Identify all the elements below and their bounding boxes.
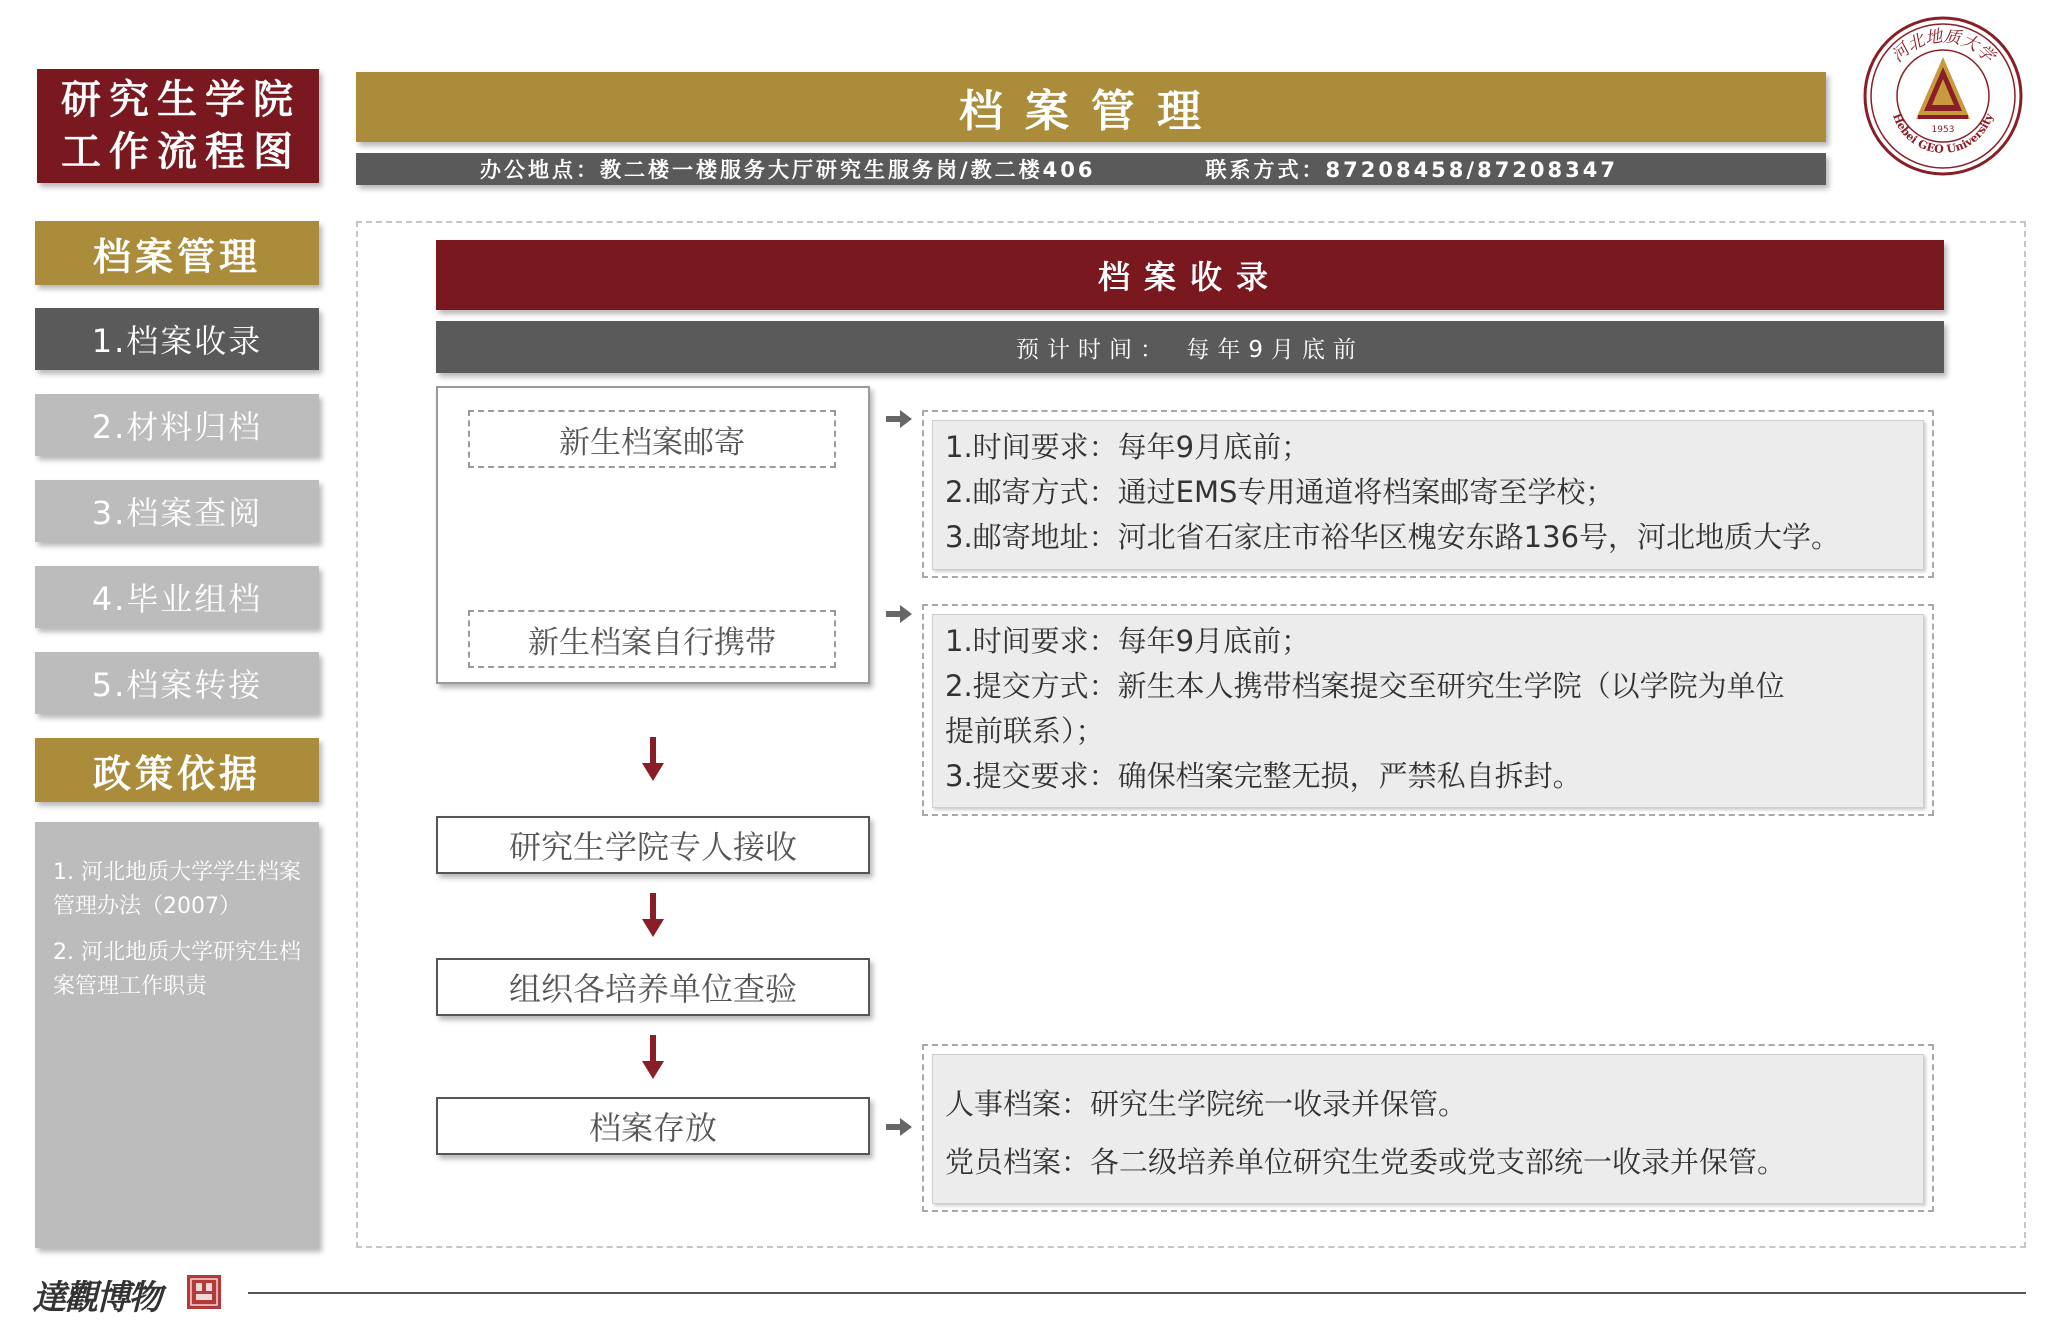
down-arrow-icon xyxy=(642,1035,664,1079)
footer-divider xyxy=(248,1292,2026,1294)
contact-phone: 联系方式：87208458/87208347 xyxy=(1205,158,1618,182)
sidebar-item-graduation-archive[interactable]: 4.毕业组档 xyxy=(35,566,319,628)
policy-item: 1. 河北地质大学学生档案管理办法（2007） xyxy=(53,860,301,919)
flow-step-receive: 研究生学院专人接收 xyxy=(436,816,870,874)
office-location: 办公地点：教二楼一楼服务大厅研究生服务岗/教二楼406 xyxy=(480,158,1096,182)
carry-requirement-line: 提前联系）； xyxy=(945,714,1105,748)
policy-section-title: 政策依据 xyxy=(35,738,319,802)
policy-item: 2. 河北地质大学研究生档案管理工作职责 xyxy=(53,940,301,999)
option-mail-archive: 新生档案邮寄 xyxy=(468,410,836,468)
flow-step-storage: 档案存放 xyxy=(436,1097,870,1155)
college-brand-block xyxy=(37,69,319,183)
right-arrow-icon xyxy=(886,603,912,625)
sidebar-item-material-filing[interactable]: 2.材料归档 xyxy=(35,394,319,456)
down-arrow-icon xyxy=(642,737,664,781)
storage-line: 党员档案：各二级培养单位研究生党委或党支部统一收录并保管。 xyxy=(945,1145,1787,1179)
seal-top-text: 河北地质大学 xyxy=(1887,26,1999,67)
brand-line-1: 研究生学院 xyxy=(61,77,301,123)
right-arrow-icon xyxy=(886,1116,912,1138)
page-title: 档案管理 xyxy=(356,72,1826,142)
contact-info-bar xyxy=(356,153,1826,185)
seal-bottom-text: Hebei GEO University xyxy=(1889,111,1996,157)
footer-motto-calligraphy: 達觀博物 xyxy=(32,1278,160,1318)
carry-requirement-line: 2.提交方式：新生本人携带档案提交至研究生学院（以学院为单位 xyxy=(945,669,1785,703)
down-arrow-icon xyxy=(642,893,664,937)
sidebar-item-archive-inquiry[interactable]: 3.档案查阅 xyxy=(35,480,319,542)
submission-options-box xyxy=(436,386,870,684)
flow-step-inspect: 组织各培养单位查验 xyxy=(436,958,870,1016)
carry-requirement-line: 1.时间要求：每年9月底前； xyxy=(945,624,1311,658)
carry-requirements-panel xyxy=(922,604,1934,816)
red-seal-stamp-icon xyxy=(186,1274,222,1310)
sidebar-item-archive-transfer[interactable]: 5.档案转接 xyxy=(35,652,319,714)
sidebar-item-archive-intake[interactable]: 1.档案收录 xyxy=(35,308,319,370)
mail-requirement-line: 3.邮寄地址：河北省石家庄市裕华区槐安东路136号，河北地质大学。 xyxy=(945,520,1841,554)
policy-list xyxy=(35,822,319,1248)
seal-year: 1953 xyxy=(1931,125,1955,135)
storage-panel xyxy=(922,1044,1934,1212)
mail-requirement-line: 1.时间要求：每年9月底前； xyxy=(945,430,1311,464)
mail-requirements-panel xyxy=(922,410,1934,578)
sidebar-section-title: 档案管理 xyxy=(35,221,319,285)
mail-requirement-line: 2.邮寄方式：通过EMS专用通道将档案邮寄至学校； xyxy=(945,475,1615,509)
section-title: 档案收录 xyxy=(436,240,1944,310)
option-carry-archive: 新生档案自行携带 xyxy=(468,610,836,668)
estimated-time-bar: 预计时间： 每年9月底前 xyxy=(436,321,1944,373)
storage-line: 人事档案：研究生学院统一收录并保管。 xyxy=(945,1087,1468,1121)
university-seal-logo xyxy=(1862,15,2024,177)
brand-line-2: 工作流程图 xyxy=(61,129,301,175)
right-arrow-icon xyxy=(886,408,912,430)
carry-requirement-line: 3.提交要求：确保档案完整无损，严禁私自拆封。 xyxy=(945,759,1582,793)
